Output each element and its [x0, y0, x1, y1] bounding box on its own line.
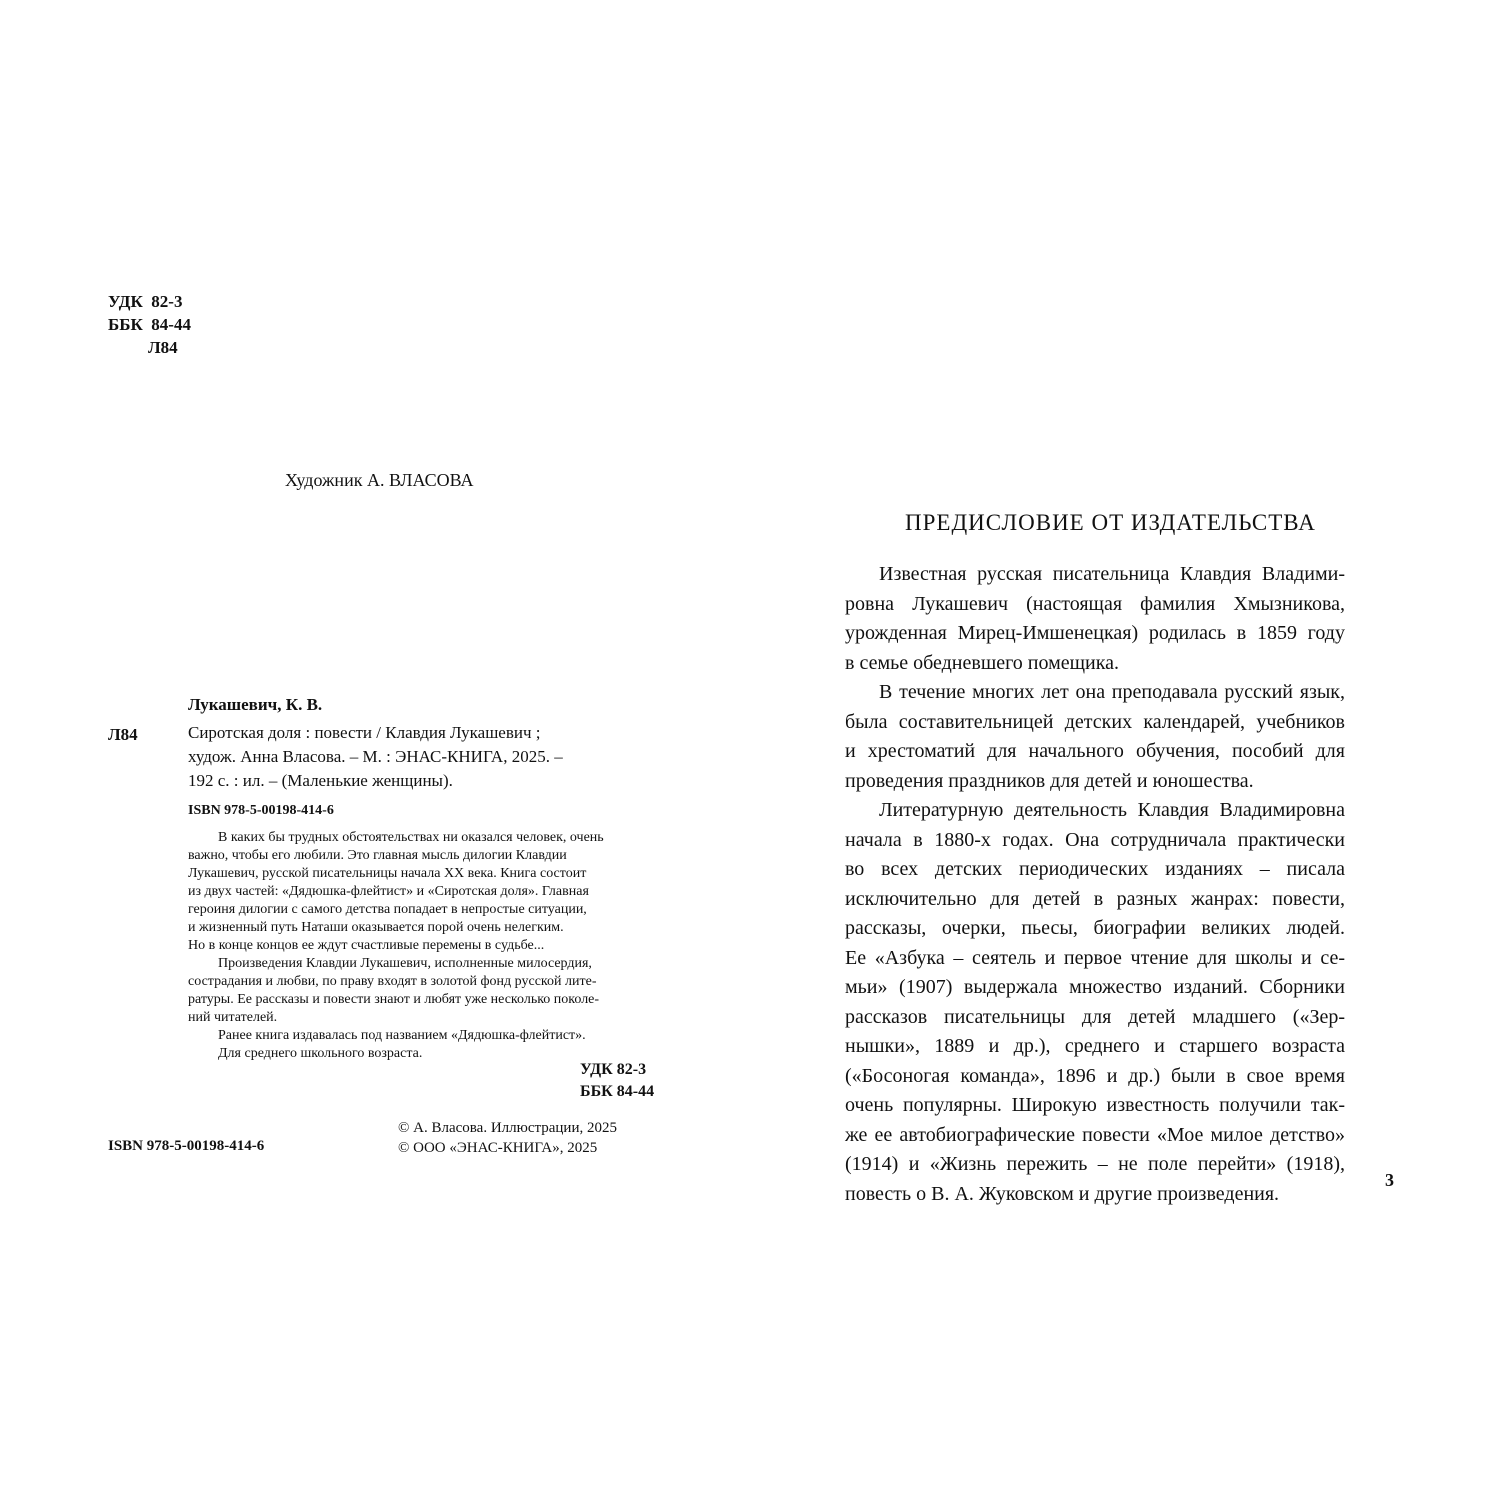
annotation-line: и жизненный путь Наташи оказывается порой очень нелегким. — [188, 920, 564, 935]
catalog-author: Лукашевич, К. В. — [188, 695, 323, 714]
preface-line: и хрестоматий для начального обучения, пособий для — [845, 740, 1345, 762]
artist-credit: Художник А. ВЛАСОВА — [285, 470, 474, 490]
preface-line: рассказов писательницы для детей младшего («Зер- — [845, 1005, 1345, 1028]
annotation-line: В каких бы трудных обстоятельствах ни оказался человек, очень — [218, 830, 604, 845]
preface-body — [845, 560, 1345, 1209]
preface-line: в семье обедневшего помещика. — [845, 651, 1120, 674]
preface-line: нышки», 1889 и др.), среднего и старшего возраста — [845, 1035, 1345, 1057]
annotation-line: Произведения Клавдии Лукашевич, исполненные милосердия, — [218, 956, 592, 971]
right-page — [750, 0, 1500, 1500]
preface-line: В течение многих лет она преподавала русский язык, — [879, 681, 1345, 703]
annotation-line: Но в конце концов ее ждут счастливые перемены в судьбе... — [188, 938, 545, 953]
copyright-block — [398, 1118, 617, 1158]
preface-line: мьи» (1907) выдержала множество изданий. Сборники — [845, 976, 1345, 998]
preface-line: во всех детских периодических изданиях – писала — [845, 858, 1345, 880]
catalog-code: Л84 — [108, 725, 138, 744]
preface-line: Известная русская писательница Клавдия Владими- — [879, 563, 1345, 585]
preface-line: («Босоногая команда», 1896 и др.) были в свое время — [845, 1064, 1345, 1087]
bbk-code: ББК 84-44 — [580, 1083, 655, 1100]
preface-title: ПРЕДИСЛОВИЕ ОТ ИЗДАТЕЛЬСТВА — [905, 510, 1316, 535]
annotation-line: ратуры. Ее рассказы и повести знают и любят уже несколько поколе- — [188, 992, 600, 1007]
preface-line: была составительницей детских календарей, учебников — [845, 710, 1345, 733]
preface-line: Ее «Азбука – сеятель и первое чтение для школы и се- — [845, 946, 1345, 969]
preface-line: урожденная Мирец-Имшенецкая) родилась в 1859 году — [845, 622, 1345, 644]
preface-line: начала в 1880-х годах. Она сотрудничала практически — [845, 828, 1345, 851]
annotation-line: Для среднего школьного возраста. — [218, 1046, 423, 1061]
biblio-line: Сиротская доля : повести / Клавдия Лукашевич ; — [188, 723, 541, 742]
copyright-line: © А. Власова. Иллюстрации, 2025 — [398, 1120, 617, 1136]
udk-code: УДК 82-3 — [580, 1061, 647, 1078]
annotation-line: Лукашевич, русской писательницы начала XX века. Книга состоит — [188, 866, 587, 881]
catalog-isbn: ISBN 978-5-00198-414-6 — [188, 803, 334, 818]
classification-codes — [108, 290, 191, 359]
annotation-line: ний читателей. — [188, 1010, 278, 1025]
annotation-line: Ранее книга издавалась под названием «Дядюшка-флейтист». — [218, 1028, 586, 1043]
preface-line: повесть о В. А. Жуковском и другие произведения. — [845, 1182, 1280, 1205]
isbn-bottom: ISBN 978-5-00198-414-6 — [108, 1138, 265, 1154]
catalog-codes-bottom — [580, 1059, 660, 1103]
annotation-line: сострадания и любви, по праву входят в золотой фонд русской лите- — [188, 974, 597, 989]
bibliographic-description — [188, 721, 658, 793]
author-index: Л84 — [148, 338, 178, 357]
copyright-line: © ООО «ЭНАС-КНИГА», 2025 — [398, 1140, 598, 1156]
bbk-code: ББК 84-44 — [108, 315, 191, 334]
udk-code: УДК 82-3 — [108, 292, 183, 311]
annotation-line: героиня дилогии с самого детства попадает в непростые ситуации, — [188, 902, 587, 917]
preface-line: же ее автобиографические повести «Мое милое детство» — [845, 1123, 1345, 1146]
preface-line: очень популярны. Широкую известность получили так- — [845, 1094, 1345, 1116]
preface-line: (1914) и «Жизнь пережить – не поле перейти» (1918), — [845, 1153, 1345, 1175]
preface-line: исключительно для детей в разных жанрах: повести, — [845, 887, 1345, 910]
preface-line: Литературную деятельность Клавдия Владимировна — [879, 799, 1345, 821]
preface-line: проведения праздников для детей и юношества. — [845, 769, 1254, 792]
annotation — [188, 829, 658, 1063]
biblio-line: 192 с. : ил. – (Маленькие женщины). — [188, 771, 453, 790]
biblio-line: худож. Анна Власова. – М. : ЭНАС-КНИГА, 2025. – — [188, 747, 563, 766]
preface-line: рассказы, очерки, пьесы, биографии великих людей. — [845, 917, 1345, 939]
page-number: 3 — [1385, 1170, 1394, 1190]
preface-line: ровна Лукашевич (настоящая фамилия Хмызникова, — [845, 592, 1345, 615]
annotation-line: важно, чтобы его любили. Это главная мысль дилогии Клавдии — [188, 848, 567, 863]
annotation-line: из двух частей: «Дядюшка-флейтист» и «Сиротская доля». Главная — [188, 884, 589, 899]
